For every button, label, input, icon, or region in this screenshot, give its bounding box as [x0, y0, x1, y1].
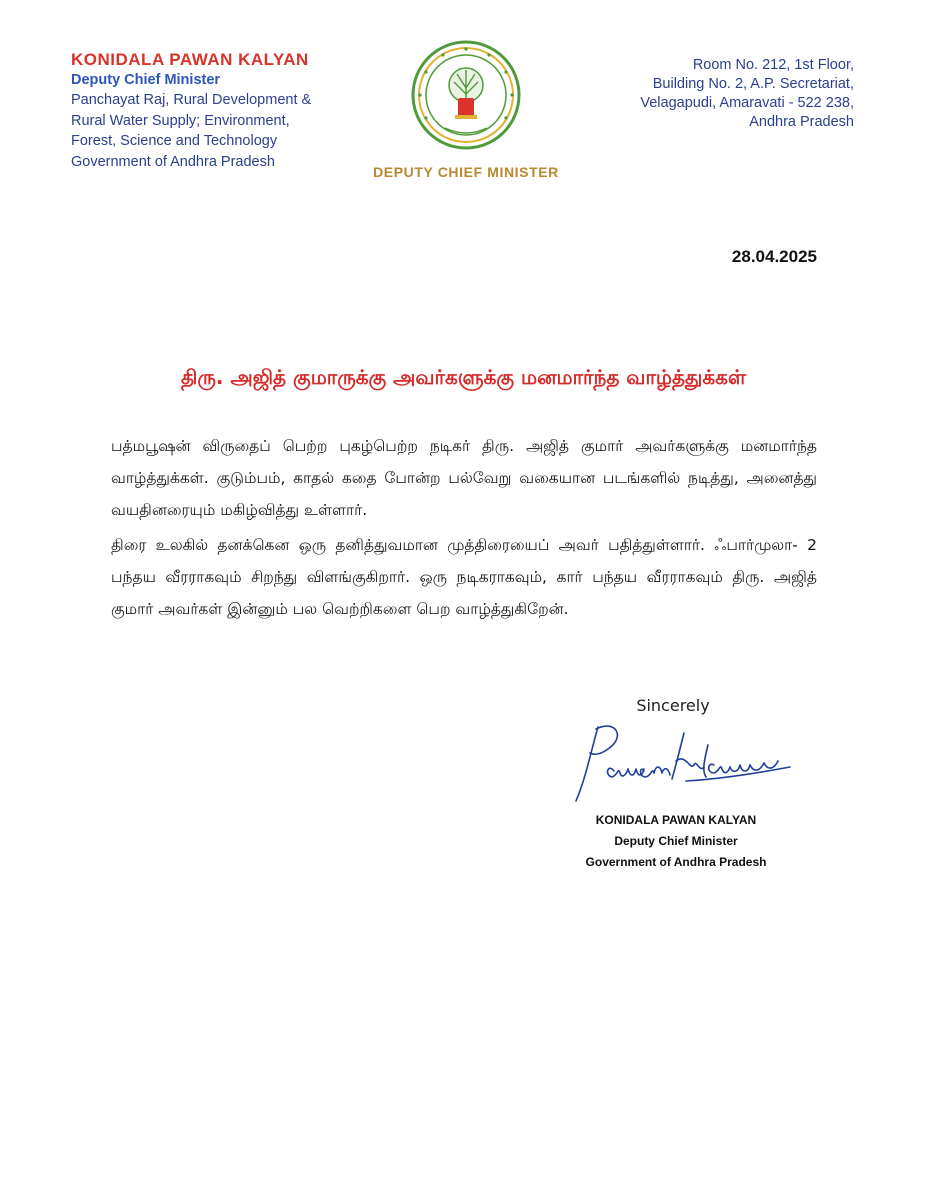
letterhead-left [71, 50, 371, 172]
portfolio-line: Rural Water Supply; Environment, [71, 112, 290, 129]
portfolio-line: Panchayat Raj, Rural Development & [71, 92, 312, 108]
letter-heading: திரு. அஜித் குமாருக்கு அவர்களுக்கு மனமார்ந்த வாழ்த்துக்கள் [181, 365, 746, 389]
closing: Sincerely [636, 696, 710, 715]
letterhead-name: KONIDALA PAWAN KALYAN [71, 50, 309, 69]
signatory-title: Deputy Chief Minister [614, 834, 738, 848]
signatory-org: Government of Andhra Pradesh [585, 855, 767, 869]
letterhead-role: Deputy Chief Minister [71, 72, 221, 88]
address-line: Building No. 2, A.P. Secretariat, [652, 76, 854, 92]
body-paragraph: பத்மபூஷன் விருதைப் பெற்ற புகழ்பெற்ற நடிகர் திரு. அஜித் குமார் அவர்களுக்கு மனமார்ந்த வாழ்த்துக்கள். குடும்பம், காதல் கதை போன்ற பல்வேறு வகையான படங்களில் நடித்து, அனைத்து வயதினரையும் மகிழ்வித்து உள்ளார். [111, 437, 817, 519]
portfolio-line: Forest, Science and Technology [71, 133, 278, 149]
letterhead-address [554, 56, 854, 132]
emblem-caption: DEPUTY CHIEF MINISTER [373, 164, 559, 180]
signature-block [560, 810, 792, 873]
portfolio-line: Government of Andhra Pradesh [71, 153, 275, 170]
address-line: Velagapudi, Amaravati - 522 238, [640, 95, 854, 111]
handwritten-signature-icon [568, 715, 798, 810]
andhra-pradesh-emblem-icon [411, 40, 521, 150]
body-paragraph: திரை உலகில் தனக்கென ஒரு தனித்துவமான முத்திரையைப் அவர் பதித்துள்ளார். ஃபார்முலா- 2 பந்தய வீரராகவும் சிறந்து விளங்குகிறார். ஒரு நடிகராகவும், கார் பந்தய வீரராகவும் திரு. அஜித் குமார் அவர்கள் இன்னும் பல வெற்றிகளை பெற வாழ்த்துகிறேன். [111, 536, 817, 618]
letter-date: 28.04.2025 [731, 247, 817, 266]
signatory-name: KONIDALA PAWAN KALYAN [595, 813, 757, 827]
letter-body [111, 430, 817, 625]
address-line: Room No. 212, 1st Floor, [692, 57, 854, 73]
address-line: Andhra Pradesh [749, 114, 854, 130]
